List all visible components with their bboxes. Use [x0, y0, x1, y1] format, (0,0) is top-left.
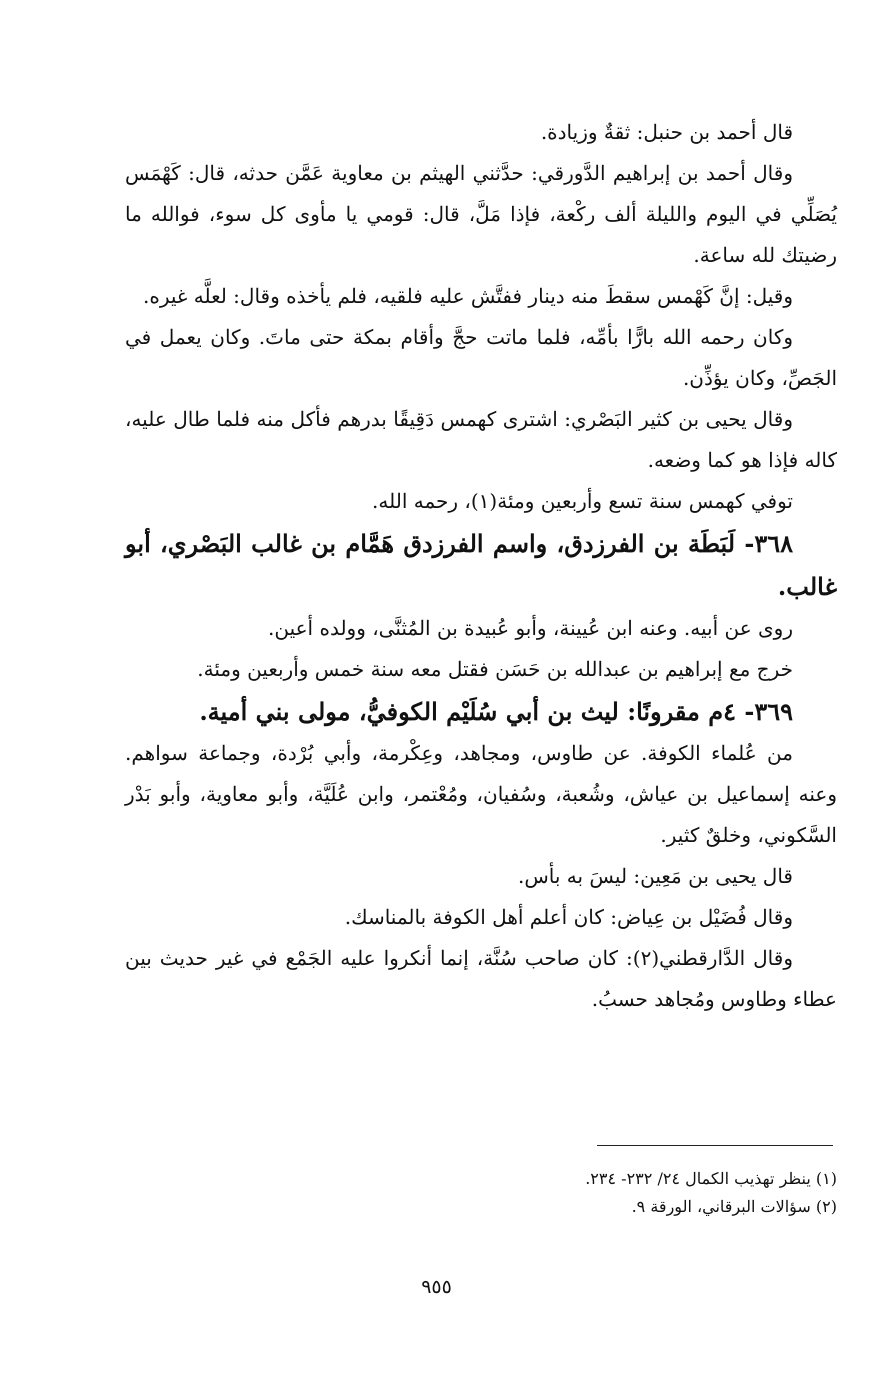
footnote-divider	[597, 1145, 833, 1146]
paragraph-birr-umm: وكان رحمه الله بارًّا بأمِّه، فلما ماتت حجَّ وأقام بمكة حتى ماتَ. وكان يعمل في الجَصِّ، وكان يؤذِّن.	[125, 325, 837, 390]
footnote-1: (١) ينظر تهذيب الكمال ٢٤/ ٢٣٢- ٢٣٤.	[585, 1169, 837, 1188]
paragraph-dinar: وقيل: إنَّ كَهْمس سقطَ منه دينار ففتَّش عليه فلقيه، فلم يأخذه وقال: لعلَّه غيره.	[143, 284, 793, 308]
paragraph-riwaya-369: من عُلماء الكوفة. عن طاوس، ومجاهد، وعِكْرمة، وأبي بُرْدة، وجماعة سواهم. وعنه إسماعيل بن عياش، وشُعبة، وسُفيان، ومُعْتمر، وابن عُلَيَّة، وأبو معاوية، وأبو بَدْر السَّكوني، وخلقٌ كثير.	[125, 741, 837, 847]
paragraph-ahmad-ibn-hanbal: قال أحمد بن حنبل: ثقةٌ وزيادة.	[540, 120, 793, 144]
paragraph-dawraqi: وقال أحمد بن إبراهيم الدَّورقي: حدَّثني الهيثم بن معاوية عَمَّن حدثه، قال: كَهْمَس يُصَلِّي في اليوم والليلة ألف ركْعة، فإذا مَلَّ، قال: قومي يا مأوى كل سوء، فوالله ما رضيتك لله ساعة.	[125, 161, 837, 267]
paragraph-yahya-ibn-kathir: وقال يحيى بن كثير البَصْري: اشترى كهمس دَقِيقًا بدرهم فأكل منه فلما طال عليه، كاله فإذا هو كما وضعه.	[125, 407, 837, 472]
entry-heading-368: ٣٦٨- لَبَطَة بن الفرزدق، واسم الفرزدق هَمَّام بن غالب البَصْري، أبو غالب.	[125, 529, 837, 601]
paragraph-death-368: خرج مع إبراهيم بن عبدالله بن حَسَن فقتل معه سنة خمس وأربعين ومئة.	[197, 657, 793, 681]
main-text	[125, 112, 837, 1020]
paragraph-daraqutni: وقال الدَّارقطني(٢): كان صاحب سُنَّة، إنما أنكروا عليه الجَمْع في غير حديث بين عطاء وطاوس ومُجاهد حسبُ.	[125, 946, 837, 1011]
footnotes	[125, 1165, 837, 1221]
paragraph-death-kahmas: توفي كهمس سنة تسع وأربعين ومئة(١)، رحمه الله.	[372, 489, 793, 513]
paragraph-fudayl: وقال فُضَيْل بن عِياض: كان أعلم أهل الكوفة بالمناسك.	[344, 905, 793, 929]
footnote-2: (٢) سؤالات البرقاني، الورقة ٩.	[631, 1197, 837, 1216]
paragraph-riwaya-368: روى عن أبيه. وعنه ابن عُيينة، وأبو عُبيدة بن المُثنَّى، وولده أعين.	[268, 616, 793, 640]
page-number: ٩٥٥	[421, 1276, 452, 1298]
paragraph-ibn-maein: قال يحيى بن مَعِين: ليسَ به بأس.	[517, 864, 793, 888]
entry-heading-369: ٣٦٩- ٤م مقرونًا: ليث بن أبي سُلَيْم الكوفيُّ، مولى بني أمية.	[199, 697, 793, 726]
